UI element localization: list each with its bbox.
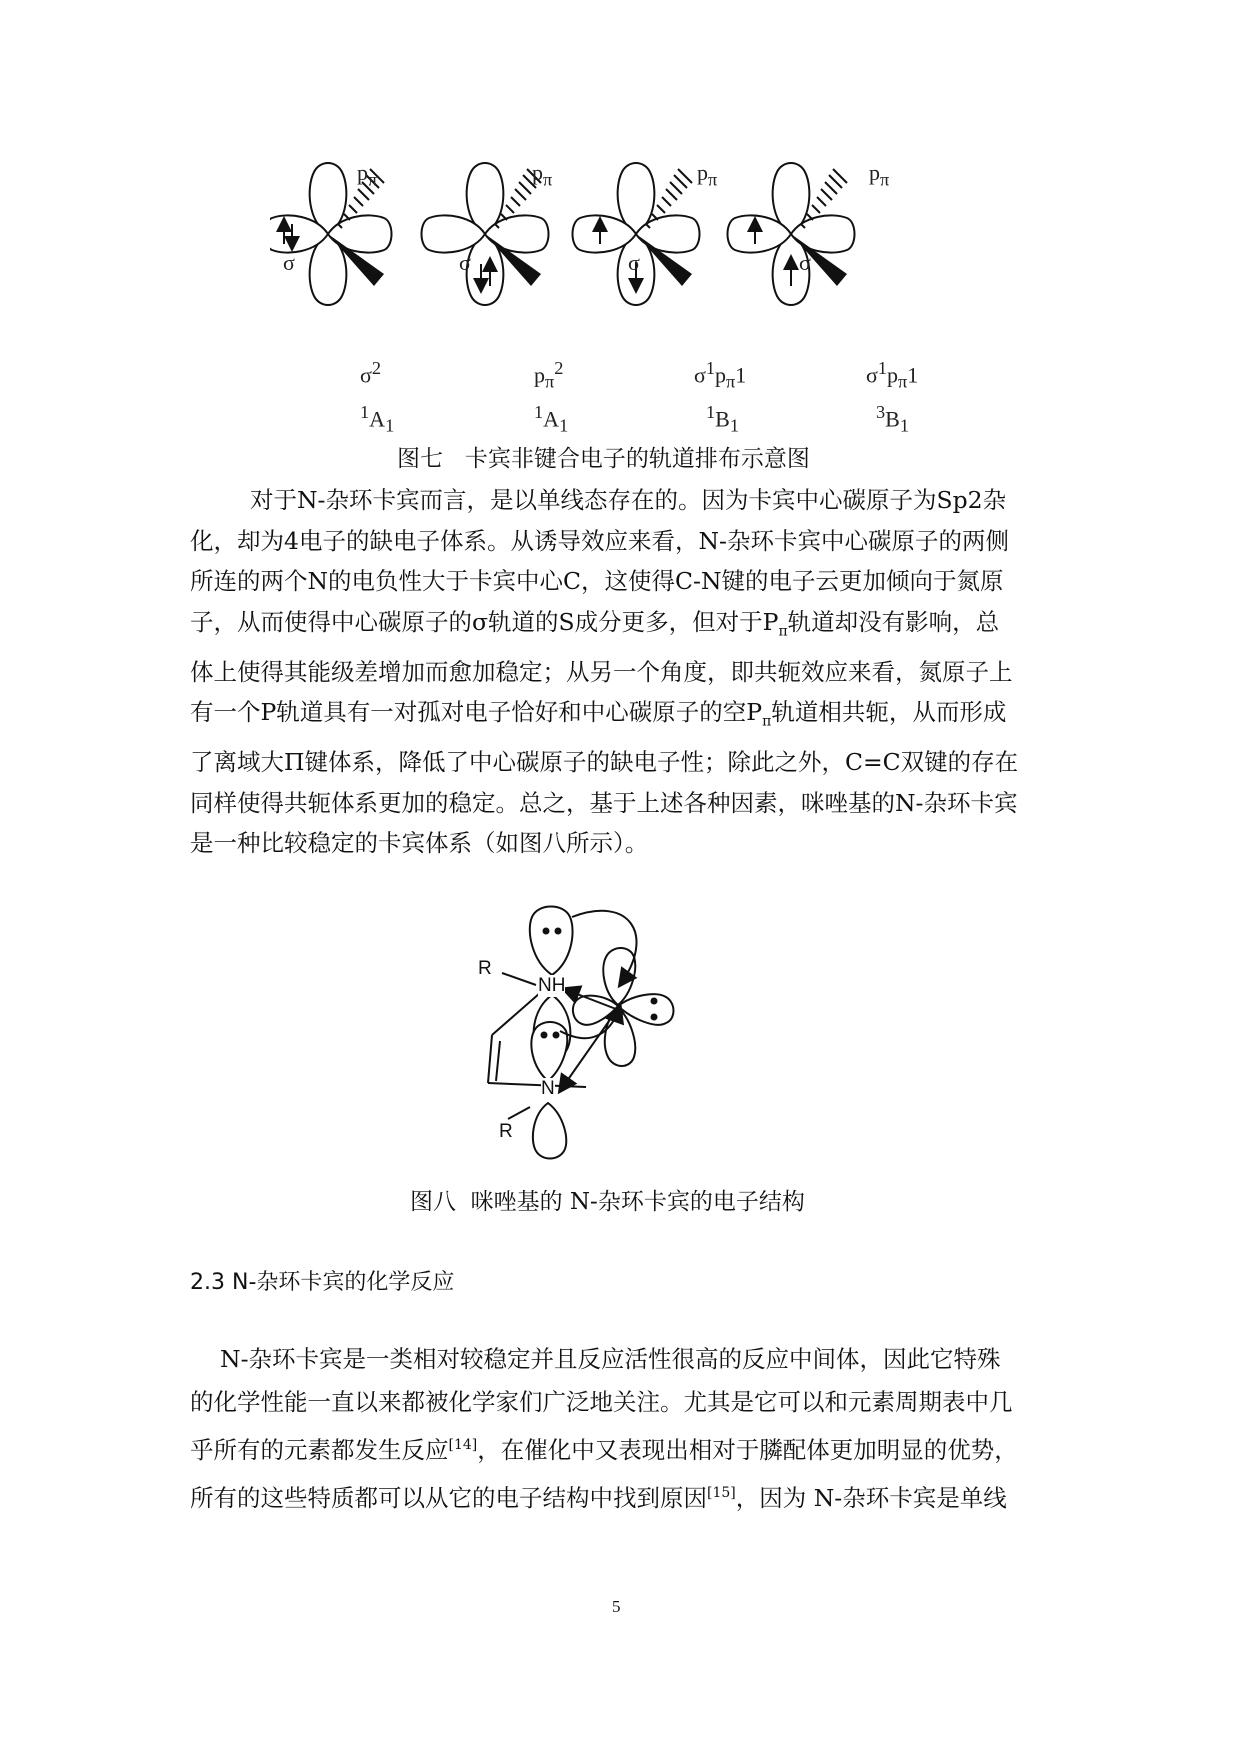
page-number: 5 [612,1597,621,1616]
carbene-top-lobe [603,948,635,1005]
figure8-label-r-bottom: R [499,1121,513,1142]
n-bottom-lobe [533,1103,566,1159]
orbital-label-ppi-2: $p_\pi$ [532,160,553,190]
orbital-label-sigma-2: σ [459,250,471,275]
figure7-caption: 图七 卡宾非键合电子的轨道排布示意图 [397,446,810,472]
config-label-3: $\sigma^1p_\pi 1$ [694,358,747,392]
citation-ref[interactable]: [15] [707,1484,736,1501]
paragraph-nhc-stability [190,480,1055,864]
orbital-label-ppi-4: $p_\pi$ [869,160,890,190]
para1-line: 对于N-杂环卡宾而言，是以单线态存在的。因为卡宾中心碳原子为Sp2杂 [250,486,1007,514]
term-label-3: $^1B_1$ [706,402,740,436]
orbital-3b1 [728,163,855,305]
section-heading: 2.3 N-杂环卡宾的化学反应 [190,1270,455,1295]
figure8-label-r-top: R [478,958,492,979]
para2-line: 所有的这些特质都可以从它的电子结构中找到原因[15]，因为 N-杂环卡宾是单线 [190,1483,1007,1512]
orbital-label-ppi-1: $p_\pi$ [357,160,378,190]
nh-top-lobe [530,907,573,976]
figure8-caption: 图八 咪唑基的 N-杂环卡宾的电子结构 [410,1189,805,1215]
orbital-label-sigma-3: σ [628,250,640,275]
para1-line: 了离域大Π键体系，降低了中心碳原子的缺电子性；除此之外，C=C双键的存在 [190,748,1019,777]
config-label-1: $\sigma^2$ [360,358,382,388]
term-label-2: $^1A_1$ [534,402,569,436]
citation-ref[interactable]: [14] [448,1437,478,1453]
orbital-label-sigma-4: σ [799,250,811,275]
para1-line: 有一个P轨道具有一对孤对电子恰好和中心碳原子的空$P_\pi$轨道相共轭，从而形成 [190,698,1007,730]
para2-line: 乎所有的元素都发生反应[14]，在催化中又表现出相对于膦配体更加明显的优势， [190,1435,1018,1464]
config-label-4: $\sigma^1p_\pi 1$ [866,358,919,392]
orbital-label-sigma-1: σ [283,250,295,275]
para2-line: 的化学性能一直以来都被化学家们广泛地关注。尤其是它可以和元素周期表中几 [190,1388,1013,1416]
para1-line: 是一种比较稳定的卡宾体系（如图八所示）。 [190,829,649,858]
para1-line: 同样使得共轭体系更加的稳定。总之，基于上述各种因素，咪唑基的N-杂环卡宾 [190,788,1018,817]
figure8-label-nh: NH [538,975,566,996]
figure8-label-n: N [541,1078,555,1099]
para2-line: N-杂环卡宾是一类相对较稳定并且反应活性很高的反应中间体，因此它特殊 [220,1345,1001,1373]
term-label-1: $^1A_1$ [360,402,395,436]
orbital-1b1 [573,163,700,305]
para1-line: 体上使得其能级差增加而愈加稳定；从另一个角度，即共轭效应来看，氮原子上 [190,657,1013,686]
para1-line: 子，从而使得中心碳原子的σ轨道的S成分更多，但对于$P_\pi$轨道却没有影响，总 [190,607,1000,640]
orbital-ppi2 [422,163,549,305]
orbital-label-ppi-3: $p_\pi$ [697,160,718,190]
term-label-4: $^3B_1$ [876,402,910,436]
config-label-2: $p_\pi^2$ [534,358,564,392]
para1-line: 化，却为4电子的缺电子体系。从诱导效应来看，N-杂环卡宾中心碳原子的两侧 [190,526,1009,555]
paragraph-nhc-reactions [190,1338,1055,1520]
para1-line: 所连的两个N的电负性大于卡宾中心C，这使得C-N键的电子云更加倾向于氮原 [190,567,1004,595]
